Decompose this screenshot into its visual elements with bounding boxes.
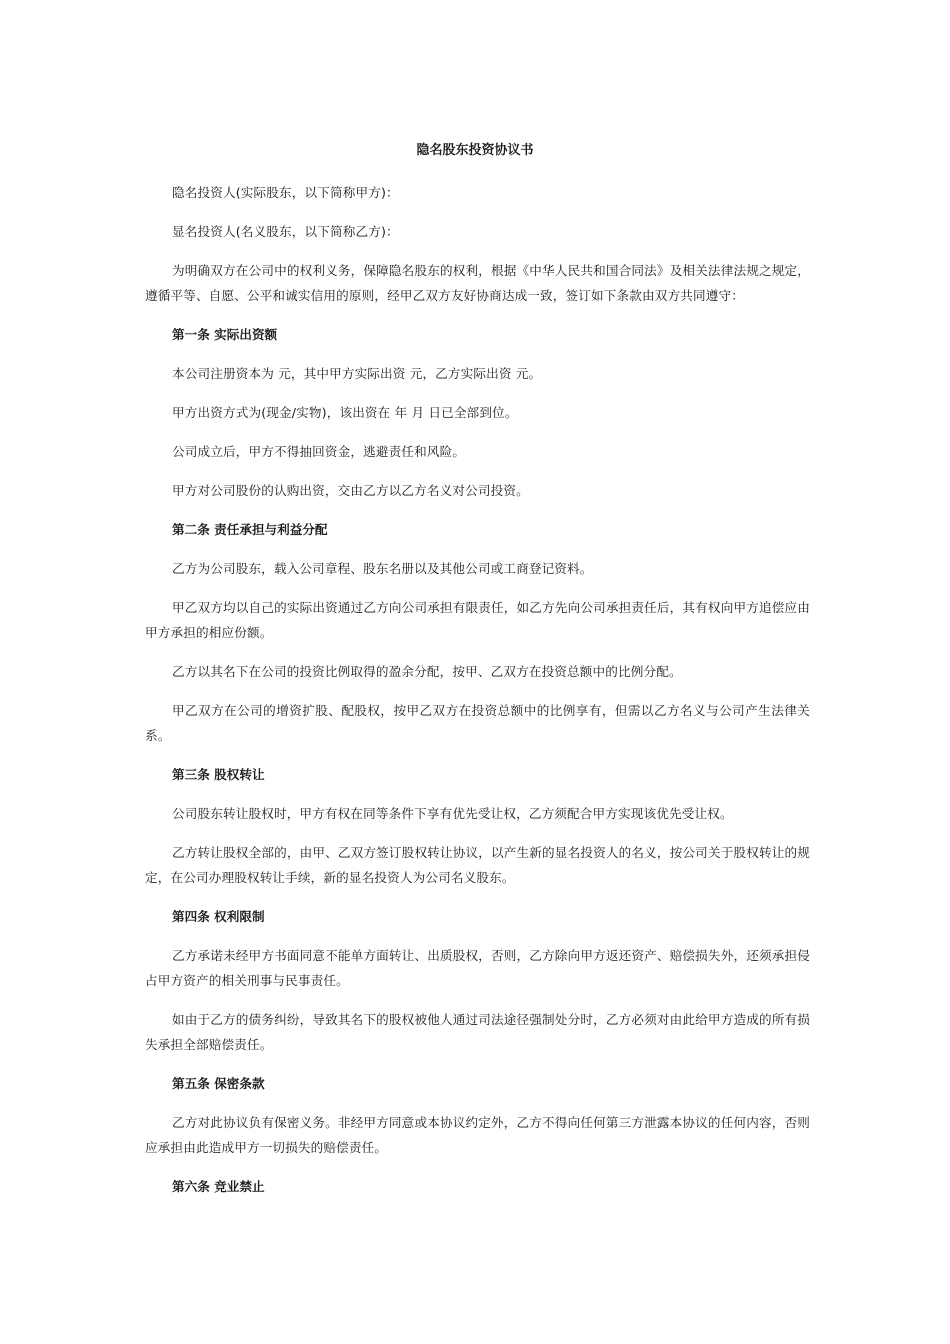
article-4-heading: 第四条 权利限制 — [172, 909, 265, 924]
party-b-line: 显名投资人(名义股东，以下简称乙方)： — [172, 224, 399, 239]
article-3-paragraph: 公司股东转让股权时，甲方有权在同等条件下享有优先受让权，乙方须配合甲方实现该优先受让权。 — [172, 806, 733, 821]
document-body — [145, 180, 810, 1213]
article-3-paragraph: 乙方转让股权全部的，由甲、乙双方签订股权转让协议，以产生新的显名投资人的名义，按公司关于股权转让的规定，在公司办理股权转让手续，新的显名投资人为公司名义股东。 — [145, 845, 810, 885]
article-1-paragraph: 本公司注册资本为 元，其中甲方实际出资 元，乙方实际出资 元。 — [172, 366, 542, 381]
article-2-paragraph: 乙方为公司股东，载入公司章程、股东名册以及其他公司或工商登记资料。 — [172, 561, 593, 576]
article-1-paragraph: 甲方出资方式为(现金/实物)，该出资在 年 月 日已全部到位。 — [172, 405, 518, 420]
article-5-heading: 第五条 保密条款 — [172, 1076, 265, 1091]
article-2-heading: 第二条 责任承担与利益分配 — [172, 522, 328, 537]
article-5-paragraph: 乙方对此协议负有保密义务。非经甲方同意或本协议约定外，乙方不得向任何第三方泄露本协议的任何内容，否则应承担由此造成甲方一切损失的赔偿责任。 — [145, 1115, 810, 1155]
document-title: 隐名股东投资协议书 — [416, 143, 534, 158]
article-2-paragraph: 乙方以其名下在公司的投资比例取得的盈余分配，按甲、乙双方在投资总额中的比例分配。 — [172, 664, 682, 679]
article-1-heading: 第一条 实际出资额 — [172, 327, 278, 342]
article-4-paragraph: 乙方承诺未经甲方书面同意不能单方面转让、出质股权，否则，乙方除向甲方返还资产、赔偿损失外，还须承担侵占甲方资产的相关刑事与民事责任。 — [145, 948, 810, 988]
article-6-heading: 第六条 竞业禁止 — [172, 1179, 265, 1194]
article-1-paragraph: 公司成立后，甲方不得抽回资金，逃避责任和风险。 — [172, 444, 466, 459]
preamble-paragraph: 为明确双方在公司中的权利义务，保障隐名股东的权利，根据《中华人民共和国合同法》及相关法律法规之规定，遵循平等、自愿、公平和诚实信用的原则，经甲乙双方友好协商达成一致，签订如下条款由双方共同遵守： — [145, 263, 810, 303]
article-1-paragraph: 甲方对公司股份的认购出资，交由乙方以乙方名义对公司投资。 — [172, 483, 529, 498]
article-4-paragraph: 如由于乙方的债务纠纷，导致其名下的股权被他人通过司法途径强制处分时，乙方必须对由此给甲方造成的所有损失承担全部赔偿责任。 — [145, 1012, 810, 1052]
party-a-line: 隐名投资人(实际股东，以下简称甲方)： — [172, 185, 399, 200]
article-2-paragraph: 甲乙双方均以自己的实际出资通过乙方向公司承担有限责任，如乙方先向公司承担责任后，其有权向甲方追偿应由甲方承担的相应份额。 — [145, 600, 810, 640]
article-2-paragraph: 甲乙双方在公司的增资扩股、配股权，按甲乙双方在投资总额中的比例享有，但需以乙方名义与公司产生法律关系。 — [145, 703, 810, 743]
article-3-heading: 第三条 股权转让 — [172, 767, 265, 782]
